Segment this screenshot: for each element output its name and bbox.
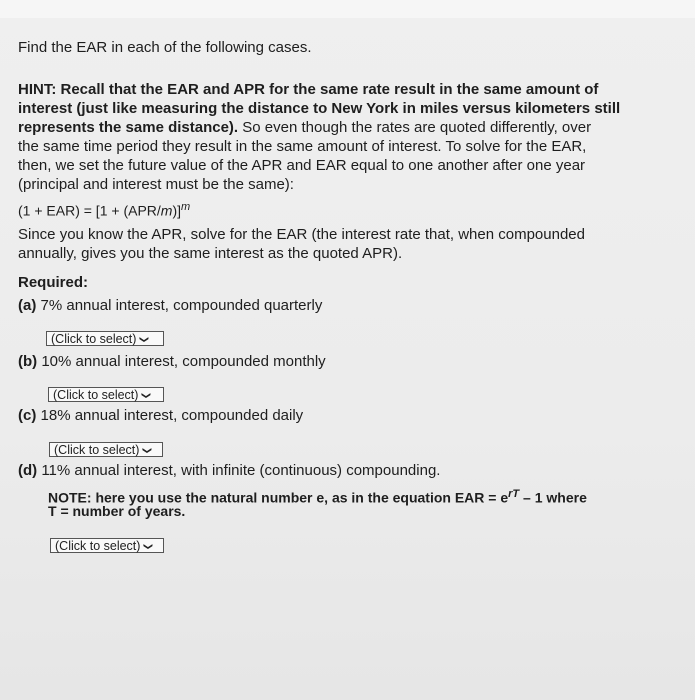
part-b [18, 352, 326, 371]
since-line-1: Since you know the APR, solve for the EAR (the interest rate that, when compounded [18, 226, 585, 243]
part-c-text: 18% annual interest, compounded daily [36, 407, 304, 424]
part-b-select[interactable] [48, 387, 164, 402]
since-line-2: annually, gives you the same interest as the quoted APR). [18, 245, 403, 262]
formula-m: m [160, 202, 173, 219]
chevron-down-icon: ❯ [141, 391, 152, 400]
required-heading: Required: [18, 274, 89, 291]
hint-line-6: (principal and interest must be the same): [18, 176, 294, 193]
select-label: (Click to select) [51, 332, 137, 346]
select-label: (Click to select) [53, 388, 139, 402]
part-a-select[interactable] [46, 331, 164, 346]
chevron-down-icon: ❯ [139, 335, 150, 344]
hint-line-3-rest: So even though the rates are quoted differently, over [238, 119, 592, 136]
formula-base: (1 + EAR) = [1 + (APR/ [18, 202, 161, 219]
note-exponent: rT [508, 488, 520, 500]
hint-line-4: the same time period they result in the same amount of interest. To solve for the EAR, [18, 138, 587, 155]
hint-line-5: then, we set the future value of the APR and EAR equal to one another after one year [18, 157, 586, 174]
part-d [18, 461, 440, 480]
chevron-down-icon: ❯ [143, 542, 154, 551]
part-d-select[interactable] [50, 538, 164, 553]
part-b-text: 10% annual interest, compounded monthly [37, 353, 326, 370]
select-label: (Click to select) [54, 443, 140, 457]
formula-close: )] [172, 202, 182, 219]
part-a-text: 7% annual interest, compounded quarterly [36, 297, 323, 314]
note-line-2: T = number of years. [48, 503, 186, 519]
hint-line-2: interest (just like measuring the distance to New York in miles versus kilometers still [18, 100, 621, 117]
since-block [18, 225, 585, 263]
select-label: (Click to select) [55, 539, 141, 553]
part-a [18, 296, 322, 315]
part-b-label: (b) [18, 353, 38, 370]
hint-line-3 [18, 118, 658, 137]
part-c-label: (c) [18, 407, 37, 424]
part-a-label: (a) [18, 297, 37, 314]
hint-line-1: HINT: Recall that the EAR and APR for the same rate result in the same amount of [18, 81, 599, 98]
chevron-down-icon: ❯ [142, 446, 153, 455]
hint-block [18, 80, 658, 194]
part-c-select[interactable] [49, 442, 163, 457]
part-d-label: (d) [18, 462, 38, 479]
ear-formula [18, 198, 190, 221]
note-pre: NOTE: here you use the natural number e, as in the equation EAR = e [48, 489, 509, 506]
top-band [0, 0, 695, 18]
part-c [18, 406, 303, 425]
part-d-text: 11% annual interest, with infinite (continuous) compounding. [37, 462, 441, 479]
question-title: Find the EAR in each of the following cases. [18, 39, 312, 56]
formula-exponent: m [181, 201, 191, 213]
note-post: – 1 where [519, 489, 587, 506]
hint-line-3-bold: represents the same distance). [18, 119, 239, 136]
